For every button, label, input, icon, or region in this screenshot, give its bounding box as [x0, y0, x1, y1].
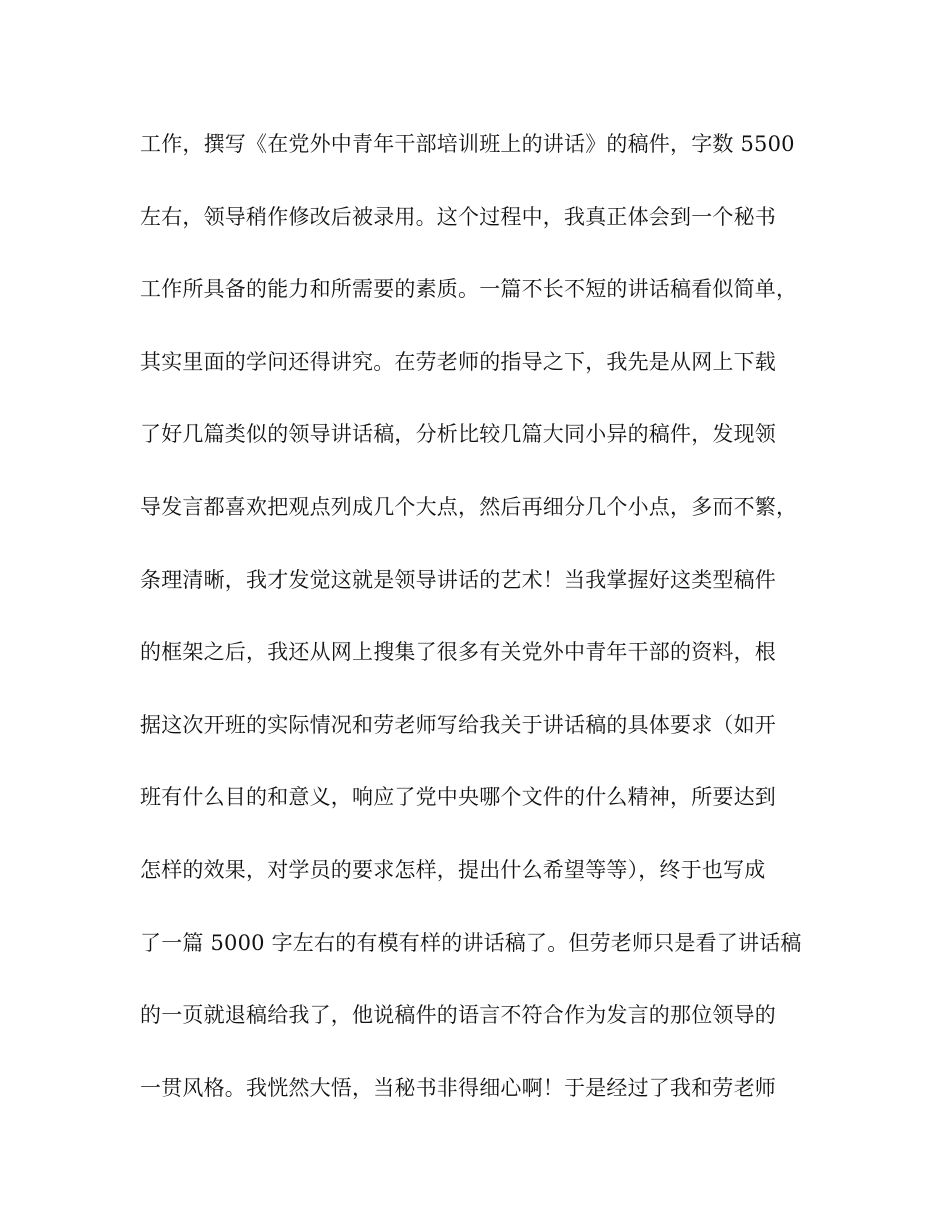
text-line: 班有什么目的和意义，响应了党中央哪个文件的什么精神，所要达到: [140, 785, 776, 810]
text-line: 导发言都喜欢把观点列成几个大点，然后再细分几个小点，多而不繁，: [140, 494, 798, 519]
text-line: 了好几篇类似的领导讲话稿，分析比较几篇大同小异的稿件，发现领: [140, 422, 776, 447]
text-line: 工作所具备的能力和所需要的素质。一篇不长不短的讲话稿看似简单，: [140, 277, 798, 302]
text-line: 怎样的效果，对学员的要求怎样，提出什么希望等等），终于也写成: [140, 857, 766, 882]
body-paragraph: [140, 122, 820, 1138]
text-line: 据这次开班的实际情况和劳老师写给我关于讲话稿的具体要求（如开: [140, 712, 776, 737]
text-line: 一贯风格。我恍然大悟，当秘书非得细心啊！于是经过了我和劳老师: [140, 1075, 776, 1100]
text-line: 了一篇 5000 字左右的有模有样的讲话稿了。但劳老师只是看了讲话稿: [140, 930, 802, 955]
text-line: 工作，撰写《在党外中青年干部培训班上的讲话》的稿件，字数 5500: [140, 132, 795, 156]
text-line: 条理清晰，我才发觉这就是领导讲话的艺术！当我掌握好这类型稿件: [140, 567, 776, 592]
text-line: 的框架之后，我还从网上搜集了很多有关党外中青年干部的资料，根: [140, 640, 776, 665]
text-line: 的一页就退稿给我了，他说稿件的语言不符合作为发言的那位领导的: [140, 1003, 776, 1028]
text-line: 左右，领导稍作修改后被录用。这个过程中，我真正体会到一个秘书: [140, 204, 776, 229]
text-line: 其实里面的学问还得讲究。在劳老师的指导之下，我先是从网上下载: [140, 349, 776, 374]
